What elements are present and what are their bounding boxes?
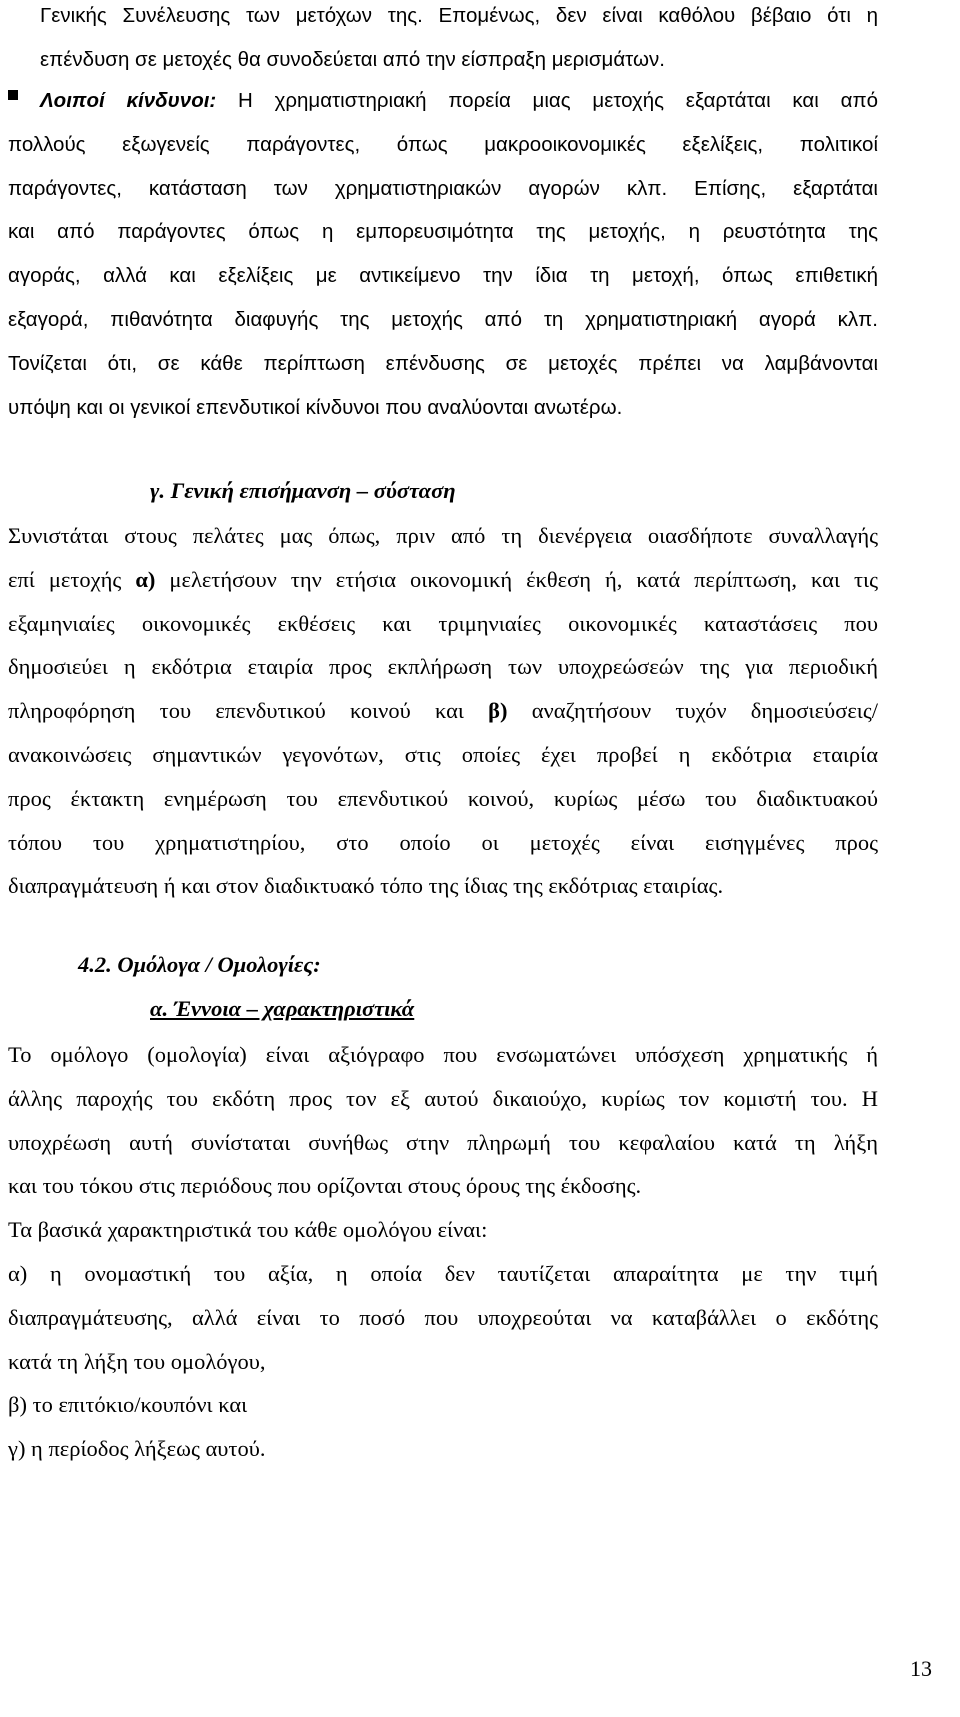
text-line [8,689,878,733]
subheading-text: α. Έννοια – χαρακτηριστικά [150,996,415,1021]
text-line: εξαμηνιαίες οικονομικές εκθέσεις και τριμηνιαίες οικονομικές καταστάσεις που [8,610,878,636]
text-fragment: Η χρηματιστηριακή πορεία μιας μετοχής εξαρτάται και από [216,89,878,112]
text-line: ανακοινώσεις σημαντικών γεγονότων, στις οποίες έχει προβεί η εκδότρια εταιρία [8,741,878,767]
text-line: κατά τη λήξη του ομολόγου, [8,1348,266,1374]
text-line: Συνιστάται στους πελάτες μας όπως, πριν από τη διενέργεια οιασδήποτε συναλλαγής [8,523,878,548]
text-line: αγοράς, αλλά και εξελίξεις με αντικείμενο την ίδια τη μετοχή, όπως επιθετική [8,264,878,288]
text-line: και από παράγοντες όπως η εμπορευσιμότητα της μετοχής, η ρευστότητα της [8,220,878,244]
other-risks-label: Λοιποί κίνδυνοι: [40,89,217,112]
text-line: υπόψη και οι γενικοί επενδυτικοί κίνδυνοι που αναλύονται ανωτέρω. [8,395,623,419]
text-line: δημοσιεύει η εκδότρια εταιρία προς εκπλήρωση των υποχρεώσεών της για περιοδική [8,654,878,680]
text-line [8,558,878,602]
text-line: προς έκτακτη ενημέρωση του επενδυτικού κοινού, κυρίως μέσω του διαδικτυακού [8,785,878,811]
other-risks-paragraph [8,79,878,429]
text-line: πολλούς εξωγενείς παράγοντες, όπως μακροοικονομικές εξελίξεις, πολιτικοί [8,132,878,156]
list-item-a: α) η ονομαστική του αξία, η οποία δεν ταυτίζεται απαραίτητα με την τιμή [8,1260,878,1286]
text-line: διαπραγμάτευσης, αλλά είναι το ποσό που υποχρεούται να καταβάλλει ο εκδότης [8,1304,878,1330]
section-4-2-heading: 4.2. Ομόλογα / Ομολογίες: [78,952,321,977]
text-line: Γενικής Συνέλευσης των μετόχων της. Επομένως, δεν είναι καθόλου βέβαιο ότι η [40,4,878,27]
text-fragment: μελετήσουν την ετήσια οικονομική έκθεση ή, κατά περίπτωση, και τις [155,566,879,592]
section-4-2-paragraph [8,1033,878,1471]
text-line: Τονίζεται ότι, σε κάθε περίπτωση επένδυσης σε μετοχές πρέπει να λαμβάνονται [8,351,878,375]
item-marker-b: β) [488,698,508,724]
text-line: υποχρέωση αυτή συνίσταται συνήθως στην πληρωμή του κεφαλαίου κατά τη λήξη [8,1129,878,1155]
text-line: τόπου του χρηματιστηρίου, στο οποίο οι μετοχές είναι εισηγμένες προς [8,829,878,855]
section-4-2-subheading [150,996,414,1022]
section-c-paragraph [8,514,878,908]
text-fragment: επί μετοχής [8,566,136,592]
text-line: παράγοντες, κατάσταση των χρηματιστηριακών αγορών κλπ. Επίσης, εξαρτάται [8,176,878,200]
text-fragment: πληροφόρηση του επενδυτικού κοινού και [8,698,489,724]
text-line: άλλης παροχής του εκδότη προς τον εξ αυτού δικαιούχο, κυρίως τον κομιστή του. Η [8,1085,878,1111]
text-line: επένδυση σε μετοχές θα συνοδεύεται από την είσπραξη μερισμάτων. [40,47,665,71]
text-line: Τα βασικά χαρακτηριστικά του κάθε ομολόγου είναι: [8,1217,488,1243]
text-line: εξαγορά, πιθανότητα διαφυγής της μετοχής από τη χρηματιστηριακή αγορά κλπ. [8,307,878,331]
text-line: διαπραγμάτευση ή και στον διαδικτυακό τόπο της ίδιας της εκδότριας εταιρίας. [8,873,724,899]
list-item-c: γ) η περίοδος λήξεως αυτού. [8,1436,266,1462]
text-line [8,79,878,123]
page-number: 13 [910,1656,932,1681]
text-line: Το ομόλογο (ομολογία) είναι αξιόγραφο που ενσωματώνει υπόσχεση χρηματικής ή [8,1042,878,1067]
intro-paragraph [40,0,878,82]
text-fragment: αναζητήσουν τυχόν δημοσιεύσεις/ [507,698,878,724]
text-line: και του τόκου στις περιόδους που ορίζονται στους όρους της έκδοσης. [8,1173,642,1199]
list-item-b: β) το επιτόκιο/κουπόνι και [8,1392,248,1418]
section-c-heading: γ. Γενική επισήμανση – σύσταση [150,478,456,503]
item-marker-a: α) [135,566,156,592]
